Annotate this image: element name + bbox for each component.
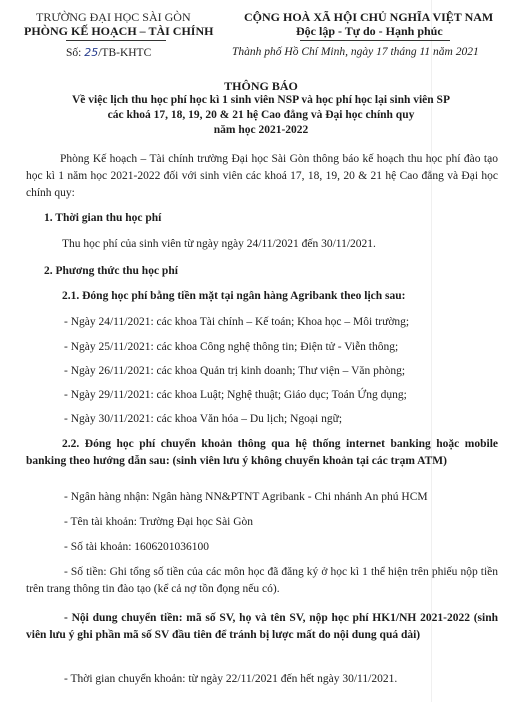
doc-number-label: Số:: [66, 47, 82, 59]
section-2-2-heading: 2.2. Đóng học phí chuyển khoản thông qua hệ thống internet banking hoặc mobile banking theo hướng dẫn sau: (sinh viên lưu ý không chuyển khoản tại các trạm ATM): [26, 438, 498, 467]
section-2-1-heading: 2.1. Đóng học phí bằng tiền mặt tại ngân hàng Agribank theo lịch sau:: [62, 290, 406, 302]
notice-subtitle-line2: các khoá 17, 18, 19, 20 & 21 hệ Cao đẳng và Đại học chính quy: [107, 109, 415, 121]
notice-title: THÔNG BÁO: [224, 79, 298, 93]
notice-subtitle-line1: Về việc lịch thu học phí học kì 1 sinh viên NSP và học phí học lại sinh viên SP: [72, 94, 450, 106]
bank-info-item: - Số tài khoản: 1606201036100: [64, 541, 210, 553]
schedule-item: - Ngày 30/11/2021: các khoa Văn hóa – Du lịch; Ngoại ngữ;: [64, 413, 343, 425]
doc-number-handwritten: 25: [84, 46, 99, 59]
schedule-item: - Ngày 24/11/2021: các khoa Tài chính – Kế toán; Khoa học – Môi trường;: [64, 316, 410, 328]
schedule-item: - Ngày 26/11/2021: các khoa Quản trị kinh doanh; Thư viện – Văn phòng;: [64, 365, 406, 377]
left-header-underline: [66, 40, 166, 41]
schedule-item: - Ngày 25/11/2021: các khoa Công nghệ thông tin; Điện tử - Viễn thông;: [64, 341, 399, 353]
amount-note: - Số tiền: Ghi tổng số tiền của các môn học đã đăng ký ở học kì 1 thể hiện trên phiếu nộp tiền trên trang thông tin đào tạo (kể cả nợ tồn đọng nếu có).: [26, 566, 498, 595]
national-motto: Độc lập - Tự do - Hạnh phúc: [296, 24, 443, 38]
bank-info-item: - Tên tài khoản: Trường Đại học Sài Gòn: [64, 516, 254, 528]
bank-info-item: - Ngân hàng nhận: Ngân hàng NN&PTNT Agribank - Chi nhánh An phú HCM: [64, 491, 428, 503]
department-name: PHÒNG KẾ HOẠCH – TÀI CHÍNH: [24, 24, 214, 38]
transfer-content-note: - Nội dung chuyển tiền: mã số SV, họ và tên SV, nộp học phí HK1/NH 2021-2022 (sinh viên lưu ý ghi phần mã số SV đầu tiên để tránh bị lược mất do nội dung quá dài): [26, 612, 498, 641]
university-name: TRƯỜNG ĐẠI HỌC SÀI GÒN: [36, 10, 191, 24]
doc-number-suffix: /TB-KHTC: [98, 47, 152, 59]
transfer-time: - Thời gian chuyển khoản: từ ngày 22/11/2021 đến hết ngày 30/11/2021.: [64, 673, 398, 685]
section-1-heading: 1. Thời gian thu học phí: [44, 212, 162, 224]
section-1-text: Thu học phí của sinh viên từ ngày ngày 24/11/2021 đến 30/11/2021.: [62, 238, 376, 250]
national-title: CỘNG HOÀ XÃ HỘI CHỦ NGHĨA VIỆT NAM: [244, 10, 494, 24]
section-2-heading: 2. Phương thức thu học phí: [44, 265, 178, 277]
intro-paragraph: Phòng Kế hoạch – Tài chính trường Đại học Sài Gòn thông báo kế hoạch thu học phí đào tạo học kì 1 năm học 2021-2022 đối với sinh viên các khoá 17, 18, 19, 20 & 21 hệ Cao đẳng và Đại học chính quy:: [26, 153, 498, 199]
issue-date: Thành phố Hồ Chí Minh, ngày 17 tháng 11 năm 2021: [232, 46, 479, 58]
right-header-underline: [300, 40, 450, 41]
schedule-item: - Ngày 29/11/2021: các khoa Luật; Nghệ thuật; Giáo dục; Toán Ứng dụng;: [64, 389, 407, 401]
document-number: [66, 46, 151, 59]
notice-subtitle-line3: năm học 2021-2022: [213, 124, 309, 136]
